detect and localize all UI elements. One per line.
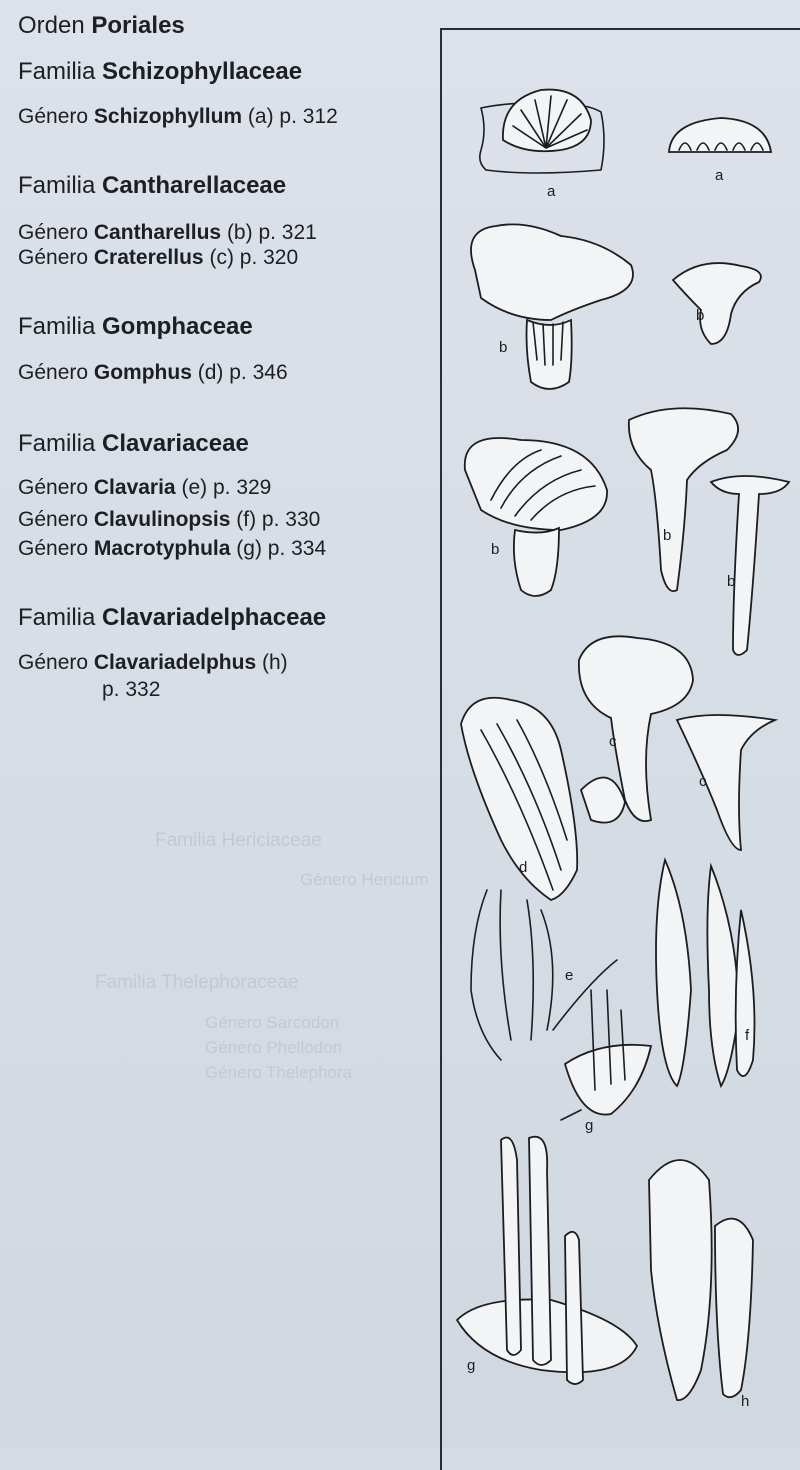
clavaria-drawing — [471, 890, 617, 1060]
genero-line: Género Craterellus (c) p. 320 — [18, 246, 299, 269]
show-through-3: Familia Thelephoraceae — [95, 972, 299, 993]
genero-line: Género Schizophyllum (a) p. 312 — [18, 105, 338, 128]
familia-line: Familia Cantharellaceae — [18, 172, 287, 199]
craterellus-tube-drawing — [629, 408, 738, 591]
fungi-illustration-panel — [441, 30, 800, 1448]
label-c: c — [699, 773, 707, 790]
cantharellus-section-drawing — [711, 476, 789, 655]
familia-line: Familia Clavariadelphaceae — [18, 604, 327, 631]
schizophyllum-fan-drawing — [480, 90, 604, 173]
cantharellus-small-drawing — [673, 263, 761, 344]
label-e: e — [565, 967, 574, 984]
genero-line: Género Gomphus (d) p. 346 — [18, 361, 288, 384]
show-through-6: Género Thelephora — [205, 1063, 353, 1082]
craterellus-section-drawing — [677, 715, 775, 850]
label-b: b — [663, 527, 672, 544]
cantharellus-drawing — [471, 224, 633, 389]
show-through-1: Familia Hericiaceae — [155, 830, 322, 851]
familia-line: Familia Gomphaceae — [18, 313, 253, 340]
label-g: g — [585, 1117, 594, 1134]
genero-line: Género Cantharellus (b) p. 321 — [18, 221, 317, 244]
label-g: g — [467, 1357, 476, 1374]
show-through-4: Género Sarcodon — [205, 1013, 340, 1032]
genero-line: Género Clavaria (e) p. 329 — [18, 476, 272, 499]
label-b: b — [727, 573, 736, 590]
label-h: h — [741, 1393, 750, 1410]
clavulinopsis-drawing — [656, 860, 755, 1086]
label-b: b — [499, 339, 508, 356]
gomphus-drawing — [461, 698, 625, 900]
familia-line: Familia Clavariaceae — [18, 430, 249, 457]
label-f: f — [745, 1027, 750, 1044]
label-c: c — [609, 733, 617, 750]
label-b: b — [491, 541, 500, 558]
genero-line: Género Clavulinopsis (f) p. 330 — [18, 508, 321, 531]
page-continuation: p. 332 — [102, 678, 161, 701]
label-d: d — [519, 859, 528, 876]
familia-line: Familia Schizophyllaceae — [18, 58, 303, 85]
macrotyphula-log-drawing — [457, 1137, 637, 1384]
genero-line: Género Macrotyphula (g) p. 334 — [18, 537, 327, 560]
macrotyphula-leaf-drawing — [561, 990, 651, 1120]
label-a: a — [715, 167, 724, 184]
show-through-5: Género Phellodon — [205, 1038, 343, 1057]
label-a: a — [547, 183, 556, 200]
show-through-2: Género Hericium — [300, 870, 429, 889]
clavariadelphus-drawing — [649, 1160, 753, 1400]
schizophyllum-section-drawing — [669, 118, 771, 152]
cantharellus-gills-drawing — [465, 438, 607, 596]
orden-line: Orden Poriales — [18, 12, 185, 39]
genero-line: Género Clavariadelphus (h) — [18, 651, 288, 674]
label-b: b — [696, 307, 705, 324]
